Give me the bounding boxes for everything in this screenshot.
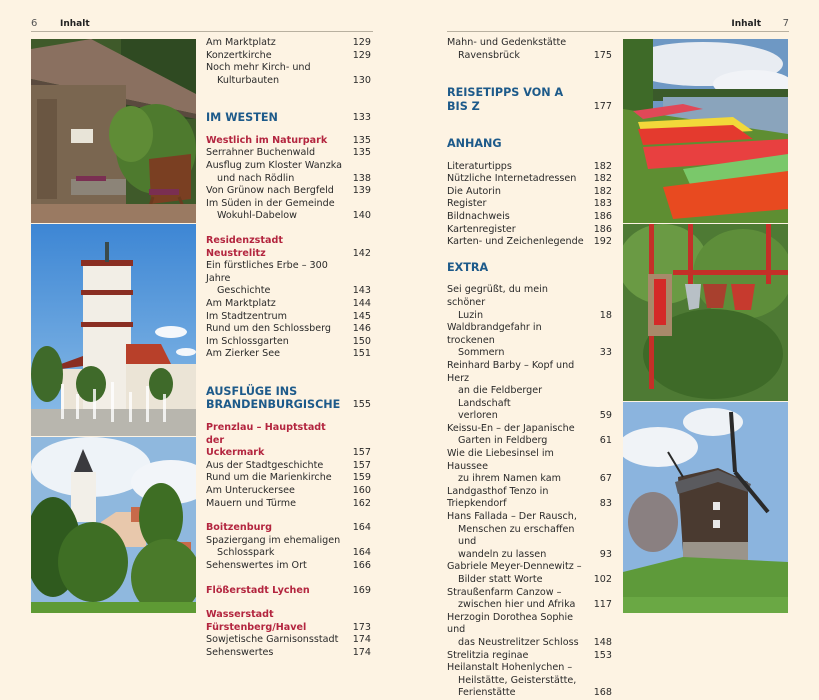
- right-running-title: Inhalt: [731, 19, 761, 29]
- subsection-fuerstenberg[interactable]: Wasserstadt Fürstenberg/Havel 173: [206, 609, 371, 633]
- toc-entry[interactable]: Am Unteruckersee 160: [206, 484, 371, 496]
- toc-entry[interactable]: Nützliche Internetadressen 182: [447, 173, 612, 185]
- toc-entry[interactable]: Rund um den Schlossberg 146: [206, 323, 371, 335]
- photo-church-trees: [31, 437, 196, 613]
- right-header-rule: [447, 31, 789, 32]
- photo-church-tower: [31, 224, 196, 436]
- toc-entry[interactable]: Sehenswertes im Ort 166: [206, 559, 371, 571]
- toc-entry[interactable]: Von Grünow nach Bergfeld 139: [206, 185, 371, 197]
- toc-entry[interactable]: Im Stadtzentrum 145: [206, 310, 371, 322]
- toc-entry[interactable]: Hans Fallada – Der Rausch, Menschen zu erschaffen und wandeln zu lassen 93: [447, 511, 612, 560]
- toc-entry[interactable]: Rund um die Marienkirche 159: [206, 472, 371, 484]
- toc-entry[interactable]: Literaturtipps 182: [447, 160, 612, 172]
- left-page-header: [31, 18, 373, 32]
- left-page-number: 6: [31, 18, 38, 29]
- section-heading-extra[interactable]: EXTRA: [447, 260, 489, 274]
- right-page-header: [447, 18, 789, 32]
- subsection-prenzlau[interactable]: Prenzlau – Hauptstadt der Uckermark 157: [206, 421, 371, 459]
- toc-entry[interactable]: Aus der Stadtgeschichte 157: [206, 459, 371, 471]
- photo-windmill: [623, 402, 788, 613]
- toc-entry[interactable]: Sei gegrüßt, du mein schöner Luzin 18: [447, 284, 612, 321]
- toc-entry[interactable]: Karten- und Zeichenlegende 192: [447, 236, 612, 248]
- toc-entry[interactable]: Sowjetische Garnisonsstadt 174: [206, 634, 371, 646]
- subsection-flosserstadt-lychen[interactable]: Flößerstadt Lychen 169: [206, 584, 371, 596]
- subsection-boitzenburg[interactable]: Boitzenburg 164: [206, 522, 371, 534]
- toc-entry[interactable]: Landgasthof Tenzo in Triepkendorf 83: [447, 485, 612, 510]
- toc-entry[interactable]: Die Autorin 182: [447, 185, 612, 197]
- toc-entry[interactable]: Register 183: [447, 198, 612, 210]
- photo-garden-shed: [31, 39, 196, 223]
- toc-entry[interactable]: Serrahner Buchenwald 135: [206, 147, 371, 159]
- photo-kayaks: [623, 39, 788, 223]
- toc-entry[interactable]: Sehenswertes 174: [206, 646, 371, 658]
- section-heading-reisetipps[interactable]: REISETIPPS VON A BIS Z 177: [447, 86, 612, 113]
- toc-entry[interactable]: Mauern und Türme 162: [206, 497, 371, 509]
- toc-entry[interactable]: Kartenregister 186: [447, 223, 612, 235]
- toc-entry[interactable]: Heilanstalt Hohenlychen – Heilstätte, Geisterstätte, Ferienstätte 168: [447, 662, 612, 699]
- toc-entry[interactable]: Konzertkirche 129: [206, 49, 371, 61]
- section-heading-im-westen[interactable]: IM WESTEN 133: [206, 111, 371, 125]
- toc-entry[interactable]: Reinhard Barby – Kopf und Herz an die Feldberger Landschaft verloren 59: [447, 359, 612, 422]
- toc-entry[interactable]: Straußenfarm Canzow – zwischen hier und Afrika 117: [447, 586, 612, 611]
- left-running-title: Inhalt: [60, 19, 90, 29]
- toc-right-column: [447, 37, 612, 700]
- subsection-residenzstadt-neustrelitz[interactable]: Residenzstadt Neustrelitz 142: [206, 235, 371, 259]
- toc-entry[interactable]: Im Schlossgarten 150: [206, 335, 371, 347]
- toc-entry[interactable]: Im Süden in der Gemeinde Wokuhl-Dabelow 140: [206, 197, 371, 222]
- toc-entry[interactable]: Am Zierker See 151: [206, 348, 371, 360]
- toc-entry[interactable]: Keissu-En – der Japanische Garten in Feldberg 61: [447, 422, 612, 447]
- toc-entry[interactable]: Strelitzia reginae 153: [447, 649, 612, 661]
- toc-entry[interactable]: Noch mehr Kirch- und Kulturbauten 130: [206, 62, 371, 86]
- toc-entry[interactable]: Waldbrandgefahr in trockenen Sommern 33: [447, 322, 612, 359]
- toc-entry[interactable]: Mahn- und Gedenkstätte Ravensbrück 175: [447, 37, 612, 61]
- left-header-rule: [31, 31, 373, 32]
- photo-fire-station: [623, 224, 788, 401]
- toc-entry[interactable]: Wie die Liebesinsel im Haussee zu ihrem Namen kam 67: [447, 448, 612, 485]
- toc-entry[interactable]: Spaziergang im ehemaligen Schlosspark 164: [206, 534, 371, 559]
- toc-entry[interactable]: Am Marktplatz 144: [206, 298, 371, 309]
- toc-entry[interactable]: Ausflug zum Kloster Wanzka und nach Rödlin 138: [206, 160, 371, 184]
- subsection-westlich-im-naturpark[interactable]: Westlich im Naturpark 135: [206, 134, 371, 146]
- toc-left-column: [206, 37, 371, 659]
- toc-entry[interactable]: Herzogin Dorothea Sophie und das Neustrelitzer Schloss 148: [447, 611, 612, 648]
- toc-entry[interactable]: Bildnachweis 186: [447, 211, 612, 223]
- section-heading-ausfluege[interactable]: AUSFLÜGE INS BRANDENBURGISCHE 155: [206, 384, 371, 412]
- toc-entry[interactable]: Am Marktplatz 129: [206, 37, 371, 48]
- toc-entry[interactable]: Gabriele Meyer-Dennewitz – Bilder statt Worte 102: [447, 561, 612, 585]
- toc-entry[interactable]: Ein fürstliches Erbe – 300 Jahre Geschichte 143: [206, 260, 371, 297]
- section-heading-anhang[interactable]: ANHANG: [447, 137, 502, 151]
- right-page-number: 7: [782, 18, 789, 29]
